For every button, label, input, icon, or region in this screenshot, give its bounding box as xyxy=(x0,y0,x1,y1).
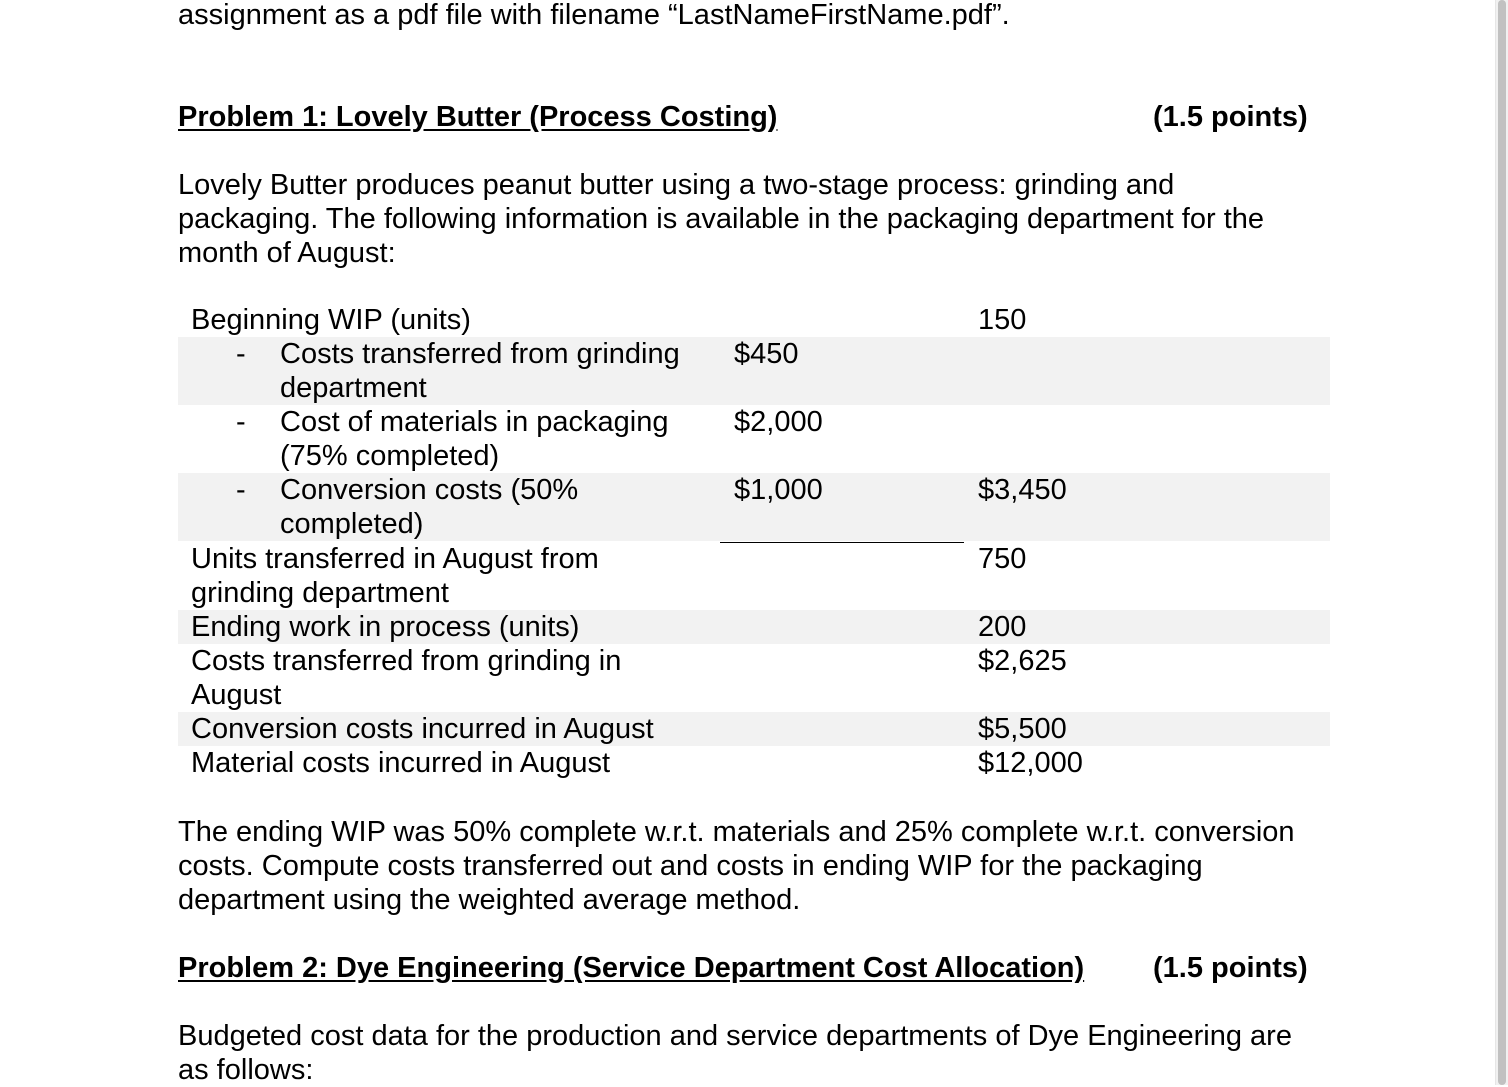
bullet-dash: - xyxy=(236,406,246,438)
table-row-transferred xyxy=(178,337,1330,405)
problem1-closing-line2: costs. Compute costs transferred out and costs in ending WIP for the packaging xyxy=(178,850,1203,882)
costs-transferred-label-line1: Costs transferred from grinding in xyxy=(191,645,622,677)
material-incurred-value: $12,000 xyxy=(978,747,1083,779)
materials-label-line2: (75% completed) xyxy=(280,440,500,472)
material-incurred-label: Material costs incurred in August xyxy=(191,747,611,779)
problem1-intro-line3: month of August: xyxy=(178,237,396,269)
units-transferred-value: 750 xyxy=(978,543,1027,575)
intro-tail-text: assignment as a pdf file with filename “LastNameFirstName.pdf”. xyxy=(178,0,1010,31)
problem1-intro-line1: Lovely Butter produces peanut butter using a two-stage process: grinding and xyxy=(178,169,1175,201)
problem1-intro-line2: packaging. The following information is available in the packaging department for the xyxy=(178,203,1265,235)
costs-transferred-label-line2: August xyxy=(191,679,282,711)
conversion-label-line2: completed) xyxy=(280,508,424,540)
bullet-dash: - xyxy=(236,338,246,370)
table-row-conversion-incurred xyxy=(178,712,1330,746)
beginning-wip-total: $3,450 xyxy=(978,474,1067,506)
table-row-material-incurred xyxy=(178,746,1330,780)
bullet-dash: - xyxy=(236,474,246,506)
conversion-incurred-value: $5,500 xyxy=(978,713,1067,745)
problem2-heading: Problem 2: Dye Engineering (Service Department Cost Allocation) xyxy=(178,952,1085,984)
conversion-value: $1,000 xyxy=(734,474,823,506)
table-row-costs-transferred xyxy=(178,644,1330,712)
vertical-scrollbar[interactable] xyxy=(1495,0,1508,1085)
materials-label-line1: Cost of materials in packaging xyxy=(280,406,669,438)
beginning-wip-value: 150 xyxy=(978,304,1027,336)
conversion-incurred-label: Conversion costs incurred in August xyxy=(191,713,654,745)
units-transferred-label-line2: grinding department xyxy=(191,577,449,609)
table-row-ending-wip xyxy=(178,610,1330,644)
problem1-heading: Problem 1: Lovely Butter (Process Costing) xyxy=(178,101,778,133)
units-transferred-label-line1: Units transferred in August from xyxy=(191,543,599,575)
problem2-intro-line2: as follows: xyxy=(178,1054,314,1086)
problem2-points: (1.5 points) xyxy=(1153,952,1308,984)
transferred-label-line2: department xyxy=(280,372,427,404)
problem2-intro-line1: Budgeted cost data for the production and service departments of Dye Engineering are xyxy=(178,1020,1292,1052)
ending-wip-label: Ending work in process (units) xyxy=(191,611,580,643)
beginning-wip-label: Beginning WIP (units) xyxy=(191,304,471,336)
table-row-conversion xyxy=(178,473,1330,541)
scrollbar-thumb[interactable] xyxy=(1498,0,1506,1085)
materials-value: $2,000 xyxy=(734,406,823,438)
costs-transferred-value: $2,625 xyxy=(978,645,1067,677)
transferred-value: $450 xyxy=(734,338,799,370)
conversion-label-line1: Conversion costs (50% xyxy=(280,474,579,506)
problem1-points: (1.5 points) xyxy=(1153,101,1308,133)
problem1-closing-line3: department using the weighted average method. xyxy=(178,884,801,916)
table-row-materials xyxy=(178,405,1330,473)
table-row-units-transferred xyxy=(178,542,1330,610)
problem1-closing-line1: The ending WIP was 50% complete w.r.t. materials and 25% complete w.r.t. conversion xyxy=(178,816,1295,848)
table-row-beginning-wip xyxy=(178,303,1330,337)
ending-wip-value: 200 xyxy=(978,611,1027,643)
transferred-label-line1: Costs transferred from grinding xyxy=(280,338,680,370)
